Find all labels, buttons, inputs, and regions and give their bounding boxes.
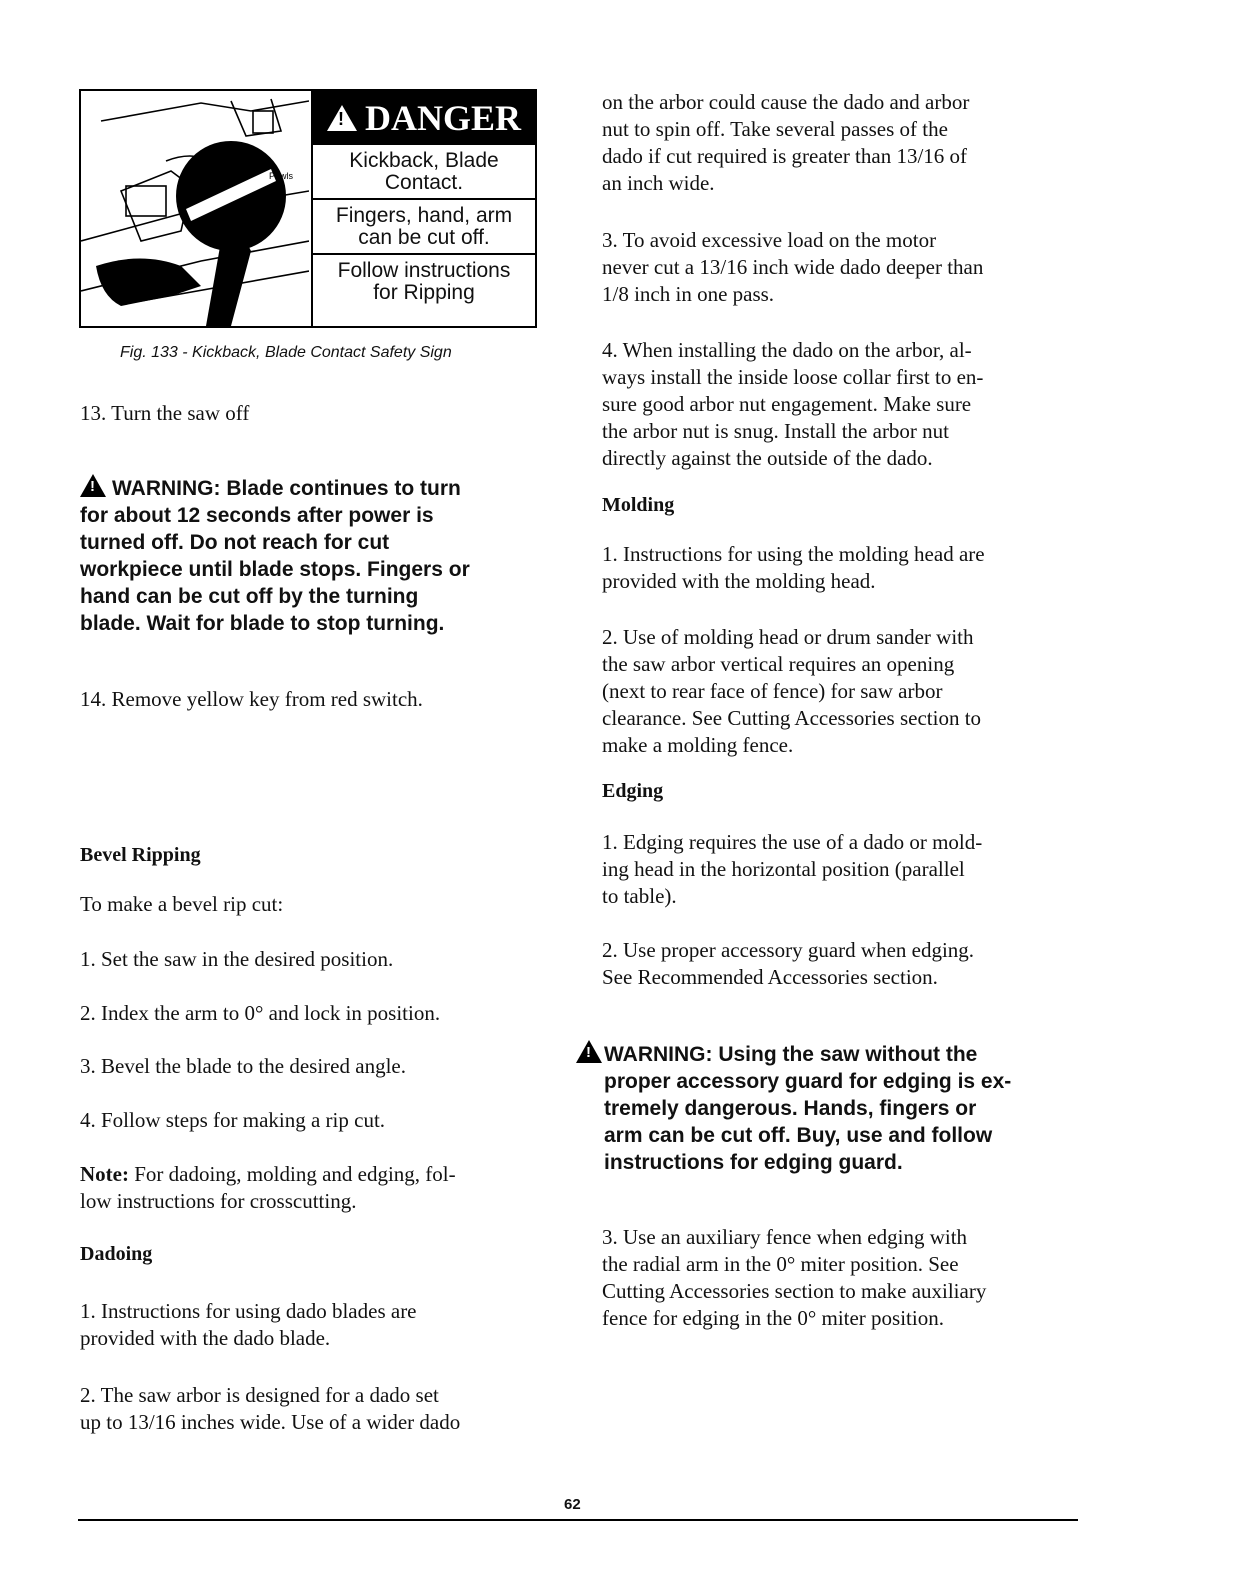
warning-line: for about 12 seconds after power is [80, 504, 434, 527]
sign-text-panel [311, 91, 535, 326]
bevel-step-2: 2. Index the arm to 0° and lock in position. [80, 1001, 441, 1025]
warning-line: blade. Wait for blade to stop turning. [80, 612, 445, 635]
danger-banner-text: DANGER [364, 98, 521, 138]
warning-block-edging [576, 1040, 1076, 1176]
warning-line: tremely dangerous. Hands, fingers or [604, 1097, 977, 1120]
figure-caption: Fig. 133 - Kickback, Blade Contact Safety Sign [120, 344, 452, 361]
bevel-step-1: 1. Set the saw in the desired position. [80, 947, 394, 971]
footer-divider [78, 1519, 1078, 1521]
bevel-step-4: 4. Follow steps for making a rip cut. [80, 1108, 386, 1132]
molding-heading: Molding [602, 494, 675, 516]
molding-step-1: 1. Instructions for using the molding head are provided with the molding head. [602, 542, 985, 593]
dadoing-step-2: 2. The saw arbor is designed for a dado set up to 13/16 inches wide. Use of a wider dado [80, 1383, 461, 1434]
warning-line: hand can be cut off by the turning [80, 585, 419, 608]
dadoing-step-1: 1. Instructions for using dado blades are provided with the dado blade. [80, 1299, 417, 1350]
warning-line: arm can be cut off. Buy, use and follow [604, 1124, 993, 1147]
edging-step-2: 2. Use proper accessory guard when edging. See Recommended Accessories section. [602, 938, 975, 989]
warning-block-blade [80, 474, 550, 637]
danger-safety-sign [79, 89, 537, 328]
molding-step-2: 2. Use of molding head or drum sander with the saw arbor vertical requires an opening (next to rear face of fence) for saw arbor clearance. See Cutting Accessories section to make a molding fence. [602, 625, 982, 757]
edging-step-1: 1. Edging requires the use of a dado or mold- ing head in the horizontal position (parallel to table). [602, 830, 983, 908]
dado-continued: on the arbor could cause the dado and arbor nut to spin off. Take several passes of the dado if cut required is greater than 13/16 of an inch wide. [602, 90, 970, 195]
edging-heading: Edging [602, 780, 664, 802]
sign-line: Contact. [384, 171, 464, 194]
bevel-ripping-heading: Bevel Ripping [80, 844, 201, 866]
warning-line: turned off. Do not reach for cut [80, 531, 390, 554]
sign-consequence-block [313, 200, 535, 255]
sign-line: Follow instructions [337, 259, 511, 282]
kickback-illustration [81, 91, 309, 326]
bevel-step-3: 3. Bevel the blade to the desired angle. [80, 1054, 406, 1078]
edging-step-3: 3. Use an auxiliary fence when edging with the radial arm in the 0° miter position. See Cutting Accessories section to make auxiliary fence for edging in the 0° miter position. [602, 1225, 987, 1330]
dadoing-heading: Dadoing [80, 1243, 153, 1265]
step-14: 14. Remove yellow key from red switch. [80, 687, 423, 711]
sign-line: can be cut off. [358, 226, 490, 249]
warning-line: ! WARNING: Using the saw without the [576, 1040, 1076, 1068]
step-13: 13. Turn the saw off [80, 401, 250, 425]
sign-line: for Ripping [373, 281, 475, 304]
note-paragraph: Note: For dadoing, molding and edging, fol- low instructions for crosscutting. [80, 1162, 456, 1213]
warning-line: instructions for edging guard. [604, 1151, 903, 1174]
pawls-label: Pawls [269, 171, 294, 181]
warning-line: workpiece until blade stops. Fingers or [80, 558, 470, 581]
danger-banner [313, 91, 535, 145]
warning-triangle-icon: ! [327, 105, 357, 131]
sign-line: Kickback, Blade [349, 149, 499, 172]
warning-triangle-icon: ! [80, 474, 106, 497]
warning-line: proper accessory guard for edging is ex- [604, 1070, 1012, 1093]
sign-instruction-block [313, 255, 535, 308]
dadoing-step-3: 3. To avoid excessive load on the motor never cut a 13/16 inch wide dado deeper than 1/8 inch in one pass. [602, 228, 984, 306]
bevel-intro: To make a bevel rip cut: [80, 892, 284, 916]
sign-hazard-block [313, 145, 535, 200]
warning-triangle-icon: ! [576, 1040, 602, 1063]
dadoing-step-4: 4. When installing the dado on the arbor, al- ways install the inside loose collar first to en- sure good arbor nut engagement. Make sure the arbor nut is snug. Install the arbor nut directly against the outside of the dado. [602, 338, 984, 470]
note-label: Note: [80, 1162, 129, 1186]
page-number: 62 [564, 1496, 581, 1513]
warning-line: ! WARNING: Blade continues to turn [80, 474, 550, 502]
sign-line: Fingers, hand, arm [335, 204, 513, 227]
